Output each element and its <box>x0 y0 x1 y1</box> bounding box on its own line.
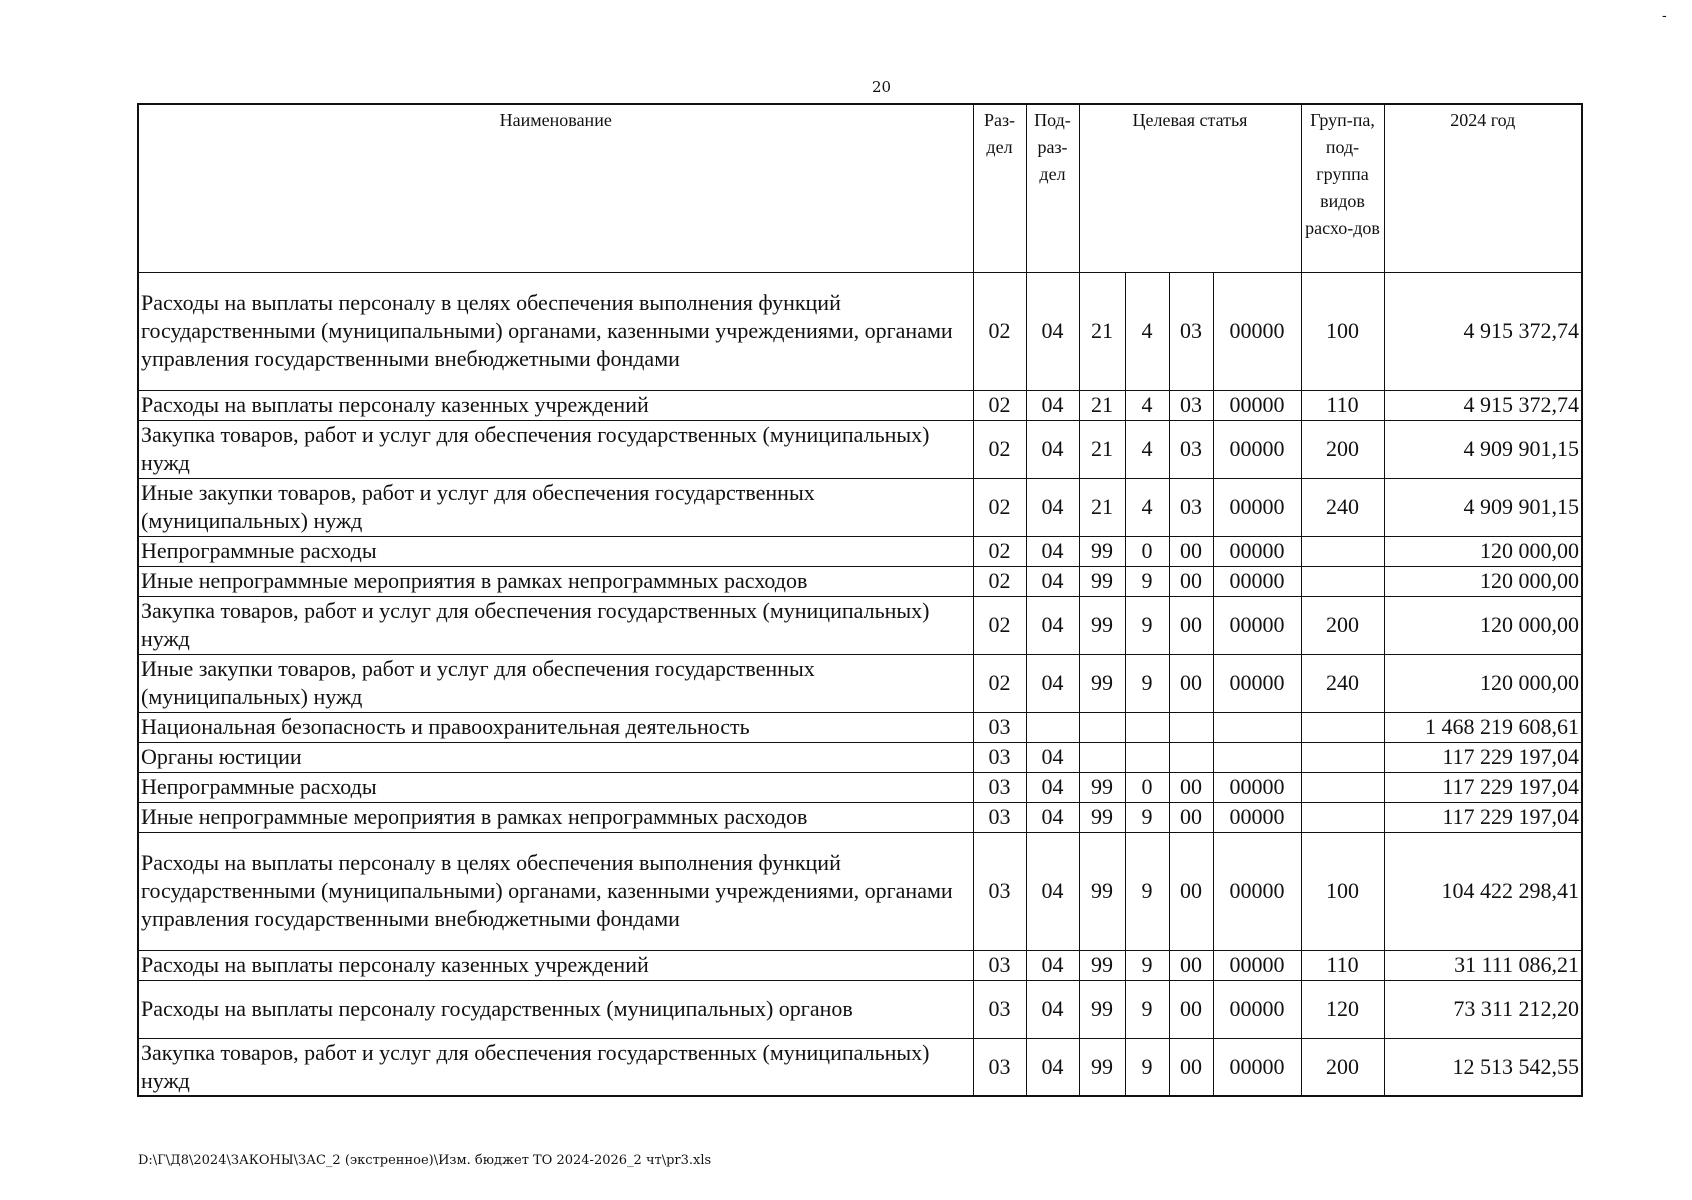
amount-cell: 73 311 212,20 <box>1384 980 1582 1038</box>
target-part-2-cell: 9 <box>1125 566 1169 596</box>
table-row <box>138 832 1582 950</box>
target-part-3-cell: 00 <box>1169 1038 1213 1096</box>
target-part-1-cell: 99 <box>1079 772 1125 802</box>
razdel-cell: 02 <box>973 654 1026 712</box>
table-row <box>138 772 1582 802</box>
group-cell: 200 <box>1301 596 1384 654</box>
group-cell: 200 <box>1301 420 1384 478</box>
target-part-1-cell: 99 <box>1079 566 1125 596</box>
podrazdel-cell <box>1026 712 1079 742</box>
podrazdel-cell: 04 <box>1026 1038 1079 1096</box>
table-row <box>138 420 1582 478</box>
podrazdel-cell: 04 <box>1026 420 1079 478</box>
target-part-3-cell <box>1169 712 1213 742</box>
target-part-1-cell: 21 <box>1079 420 1125 478</box>
target-part-4-cell: 00000 <box>1213 1038 1301 1096</box>
row-name-cell: Закупка товаров, работ и услуг для обеспечения государственных (муниципальных) нужд <box>138 420 973 478</box>
razdel-cell: 03 <box>973 950 1026 980</box>
podrazdel-cell: 04 <box>1026 832 1079 950</box>
razdel-cell: 03 <box>973 772 1026 802</box>
amount-cell: 31 111 086,21 <box>1384 950 1582 980</box>
header-year: 2024 год <box>1384 104 1582 272</box>
amount-cell: 120 000,00 <box>1384 566 1582 596</box>
amount-cell: 4 915 372,74 <box>1384 390 1582 420</box>
target-part-2-cell: 9 <box>1125 1038 1169 1096</box>
target-part-4-cell: 00000 <box>1213 478 1301 536</box>
razdel-cell: 02 <box>973 272 1026 390</box>
amount-cell: 120 000,00 <box>1384 596 1582 654</box>
table-row <box>138 712 1582 742</box>
podrazdel-cell: 04 <box>1026 478 1079 536</box>
header-podrazdel: Под-раз-дел <box>1026 104 1079 272</box>
razdel-cell: 02 <box>973 390 1026 420</box>
amount-cell: 104 422 298,41 <box>1384 832 1582 950</box>
razdel-cell: 02 <box>973 420 1026 478</box>
group-cell <box>1301 742 1384 772</box>
razdel-cell: 03 <box>973 742 1026 772</box>
target-part-3-cell: 03 <box>1169 420 1213 478</box>
target-part-2-cell: 0 <box>1125 772 1169 802</box>
razdel-cell: 03 <box>973 802 1026 832</box>
target-part-1-cell: 21 <box>1079 478 1125 536</box>
target-part-3-cell: 00 <box>1169 596 1213 654</box>
razdel-cell: 03 <box>973 1038 1026 1096</box>
budget-table <box>137 103 1583 1097</box>
table-row <box>138 536 1582 566</box>
amount-cell: 4 909 901,15 <box>1384 478 1582 536</box>
target-part-2-cell: 4 <box>1125 390 1169 420</box>
target-part-4-cell: 00000 <box>1213 654 1301 712</box>
row-name-cell: Иные закупки товаров, работ и услуг для обеспечения государственных (муниципальных) нужд <box>138 654 973 712</box>
target-part-2-cell: 4 <box>1125 420 1169 478</box>
target-part-1-cell: 21 <box>1079 390 1125 420</box>
group-cell: 100 <box>1301 832 1384 950</box>
group-cell: 110 <box>1301 390 1384 420</box>
podrazdel-cell: 04 <box>1026 654 1079 712</box>
podrazdel-cell: 04 <box>1026 272 1079 390</box>
podrazdel-cell: 04 <box>1026 950 1079 980</box>
table-row <box>138 742 1582 772</box>
target-part-1-cell: 99 <box>1079 950 1125 980</box>
header-group: Груп-па, под-группа видов расхо-дов <box>1301 104 1384 272</box>
podrazdel-cell: 04 <box>1026 390 1079 420</box>
target-part-4-cell: 00000 <box>1213 772 1301 802</box>
target-part-2-cell: 9 <box>1125 654 1169 712</box>
file-path-footer: D:\Г\Д8\2024\ЗАКОНЫ\ЗАС_2 (экстренное)\Изм. бюджет ТО 2024-2026_2 чт\pr3.xls <box>138 1153 712 1168</box>
target-part-1-cell: 99 <box>1079 832 1125 950</box>
podrazdel-cell: 04 <box>1026 802 1079 832</box>
page-number: 20 <box>872 78 892 96</box>
row-name-cell: Расходы на выплаты персоналу в целях обеспечения выполнения функций государственными (муниципальными) органами, казенными учреждениями, органами управления государственными внебюджетными фондами <box>138 832 973 950</box>
razdel-cell: 03 <box>973 832 1026 950</box>
target-part-3-cell: 00 <box>1169 566 1213 596</box>
target-part-1-cell: 99 <box>1079 536 1125 566</box>
group-cell: 120 <box>1301 980 1384 1038</box>
podrazdel-cell: 04 <box>1026 566 1079 596</box>
table-row <box>138 1038 1582 1096</box>
amount-cell: 4 915 372,74 <box>1384 272 1582 390</box>
razdel-cell: 02 <box>973 536 1026 566</box>
amount-cell: 12 513 542,55 <box>1384 1038 1582 1096</box>
row-name-cell: Иные непрограммные мероприятия в рамках непрограммных расходов <box>138 566 973 596</box>
target-part-3-cell: 00 <box>1169 536 1213 566</box>
table-row <box>138 596 1582 654</box>
target-part-3-cell: 03 <box>1169 478 1213 536</box>
row-name-cell: Закупка товаров, работ и услуг для обеспечения государственных (муниципальных) нужд <box>138 1038 973 1096</box>
group-cell <box>1301 566 1384 596</box>
table-row <box>138 950 1582 980</box>
group-cell: 200 <box>1301 1038 1384 1096</box>
amount-cell: 117 229 197,04 <box>1384 742 1582 772</box>
target-part-2-cell <box>1125 742 1169 772</box>
row-name-cell: Расходы на выплаты персоналу казенных учреждений <box>138 390 973 420</box>
row-name-cell: Органы юстиции <box>138 742 973 772</box>
group-cell: 100 <box>1301 272 1384 390</box>
row-name-cell: Национальная безопасность и правоохранительная деятельность <box>138 712 973 742</box>
razdel-cell: 02 <box>973 566 1026 596</box>
target-part-2-cell <box>1125 712 1169 742</box>
table-row <box>138 802 1582 832</box>
table-body <box>138 272 1582 1096</box>
target-part-4-cell: 00000 <box>1213 950 1301 980</box>
target-part-4-cell: 00000 <box>1213 390 1301 420</box>
target-part-2-cell: 0 <box>1125 536 1169 566</box>
target-part-1-cell <box>1079 712 1125 742</box>
target-part-2-cell: 9 <box>1125 980 1169 1038</box>
target-part-1-cell: 99 <box>1079 980 1125 1038</box>
target-part-1-cell <box>1079 742 1125 772</box>
podrazdel-cell: 04 <box>1026 596 1079 654</box>
row-name-cell: Иные непрограммные мероприятия в рамках непрограммных расходов <box>138 802 973 832</box>
target-part-1-cell: 99 <box>1079 1038 1125 1096</box>
target-part-2-cell: 9 <box>1125 950 1169 980</box>
table-row <box>138 654 1582 712</box>
target-part-3-cell: 00 <box>1169 802 1213 832</box>
target-part-4-cell <box>1213 712 1301 742</box>
target-part-1-cell: 99 <box>1079 596 1125 654</box>
header-razdel: Раз-дел <box>973 104 1026 272</box>
target-part-4-cell <box>1213 742 1301 772</box>
podrazdel-cell: 04 <box>1026 772 1079 802</box>
group-cell <box>1301 712 1384 742</box>
target-part-4-cell: 00000 <box>1213 566 1301 596</box>
row-name-cell: Закупка товаров, работ и услуг для обеспечения государственных (муниципальных) нужд <box>138 596 973 654</box>
group-cell <box>1301 536 1384 566</box>
row-name-cell: Непрограммные расходы <box>138 536 973 566</box>
target-part-2-cell: 4 <box>1125 272 1169 390</box>
row-name-cell: Расходы на выплаты персоналу в целях обеспечения выполнения функций государственными (муниципальными) органами, казенными учреждениями, органами управления государственными внебюджетными фондами <box>138 272 973 390</box>
target-part-3-cell: 00 <box>1169 772 1213 802</box>
group-cell: 110 <box>1301 950 1384 980</box>
amount-cell: 1 468 219 608,61 <box>1384 712 1582 742</box>
target-part-3-cell: 00 <box>1169 654 1213 712</box>
target-part-1-cell: 99 <box>1079 802 1125 832</box>
podrazdel-cell: 04 <box>1026 742 1079 772</box>
table-row <box>138 272 1582 390</box>
razdel-cell: 02 <box>973 596 1026 654</box>
amount-cell: 117 229 197,04 <box>1384 772 1582 802</box>
target-part-4-cell: 00000 <box>1213 596 1301 654</box>
target-part-2-cell: 9 <box>1125 596 1169 654</box>
header-name: Наименование <box>138 104 973 272</box>
table-row <box>138 566 1582 596</box>
target-part-4-cell: 00000 <box>1213 802 1301 832</box>
header-target: Целевая статья <box>1079 104 1301 272</box>
razdel-cell: 03 <box>973 980 1026 1038</box>
target-part-2-cell: 9 <box>1125 832 1169 950</box>
target-part-2-cell: 4 <box>1125 478 1169 536</box>
group-cell <box>1301 772 1384 802</box>
target-part-1-cell: 99 <box>1079 654 1125 712</box>
target-part-2-cell: 9 <box>1125 802 1169 832</box>
amount-cell: 4 909 901,15 <box>1384 420 1582 478</box>
row-name-cell: Расходы на выплаты персоналу казенных учреждений <box>138 950 973 980</box>
table-row <box>138 478 1582 536</box>
corner-mark: - <box>1662 8 1667 24</box>
target-part-3-cell: 00 <box>1169 950 1213 980</box>
target-part-1-cell: 21 <box>1079 272 1125 390</box>
target-part-3-cell <box>1169 742 1213 772</box>
target-part-3-cell: 03 <box>1169 390 1213 420</box>
group-cell <box>1301 802 1384 832</box>
group-cell: 240 <box>1301 478 1384 536</box>
target-part-4-cell: 00000 <box>1213 536 1301 566</box>
target-part-4-cell: 00000 <box>1213 832 1301 950</box>
target-part-3-cell: 03 <box>1169 272 1213 390</box>
group-cell: 240 <box>1301 654 1384 712</box>
table-row <box>138 390 1582 420</box>
razdel-cell: 03 <box>973 712 1026 742</box>
target-part-3-cell: 00 <box>1169 832 1213 950</box>
target-part-3-cell: 00 <box>1169 980 1213 1038</box>
amount-cell: 120 000,00 <box>1384 536 1582 566</box>
razdel-cell: 02 <box>973 478 1026 536</box>
table-row <box>138 980 1582 1038</box>
target-part-4-cell: 00000 <box>1213 980 1301 1038</box>
header-row <box>138 104 1582 272</box>
podrazdel-cell: 04 <box>1026 536 1079 566</box>
row-name-cell: Непрограммные расходы <box>138 772 973 802</box>
target-part-4-cell: 00000 <box>1213 420 1301 478</box>
target-part-4-cell: 00000 <box>1213 272 1301 390</box>
amount-cell: 117 229 197,04 <box>1384 802 1582 832</box>
amount-cell: 120 000,00 <box>1384 654 1582 712</box>
podrazdel-cell: 04 <box>1026 980 1079 1038</box>
row-name-cell: Иные закупки товаров, работ и услуг для обеспечения государственных (муниципальных) нужд <box>138 478 973 536</box>
row-name-cell: Расходы на выплаты персоналу государственных (муниципальных) органов <box>138 980 973 1038</box>
